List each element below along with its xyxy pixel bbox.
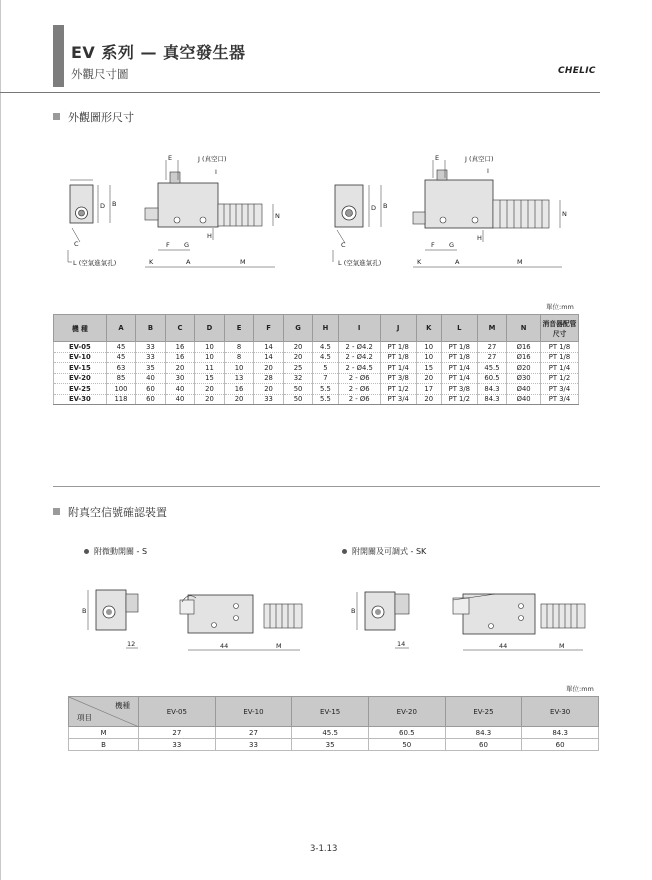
switch-header: EV-30 [522,697,599,727]
row-label: M [69,727,139,739]
table-cell: PT 1/8 [380,342,416,353]
label-l-2: L (空氣進氣孔) [338,259,382,267]
spec-header: I [338,315,380,342]
label-e: E [168,154,173,162]
switch-header: EV-05 [139,697,216,727]
label-j: J (真空口) [198,155,227,163]
table-cell: 28 [254,373,284,384]
table-cell: Ø16 [507,352,541,363]
table-row [54,363,579,374]
label-c-2: C [341,241,346,249]
table-cell: 17 [416,384,441,395]
model-cell: EV-10 [54,352,107,363]
switch-table [68,696,599,751]
table-cell: 33 [136,342,166,353]
table-cell: 35 [136,363,166,374]
switch-table-corner [69,697,139,727]
dim-44-sk: 44 [499,642,508,650]
table-cell: 33 [136,352,166,363]
label-d-2: D [371,204,377,212]
model-cell: EV-15 [54,363,107,374]
table-cell: 16 [165,342,195,353]
label-h-2: H [477,234,482,242]
table-cell: 33 [254,394,284,405]
table-cell: 40 [165,394,195,405]
table-cell: 8 [224,342,254,353]
table-cell: 20 [416,373,441,384]
spec-header: N [507,315,541,342]
table-cell: 7 [313,373,338,384]
table-cell: 14 [254,352,284,363]
label-l: L (空氣進氣孔) [73,259,117,267]
table-cell: 45.5 [292,727,369,739]
header-accent-bar [53,25,64,87]
label-g-2: G [449,241,455,249]
page-title: EV 系列 — 真空發生器 [71,43,246,62]
label-c: C [74,240,79,248]
table-cell: 2 - Ø6 [338,373,380,384]
label-b-s: B [82,607,87,615]
label-b-2: B [383,202,388,210]
table-cell: 20 [195,394,225,405]
label-m: M [240,258,246,266]
label-e-2: E [435,154,440,162]
table-cell: 2 - Ø6 [338,384,380,395]
table-cell: 118 [106,394,136,405]
option-s-label: 附微動開關 - S [84,546,147,557]
table-cell: 60 [445,739,522,751]
model-cell: EV-30 [54,394,107,405]
page-subtitle: 外觀尺寸圖 [71,67,129,81]
bullet-icon [342,549,347,554]
row-label: B [69,739,139,751]
table-cell: 50 [368,739,445,751]
table-row [54,373,579,384]
label-n: N [275,212,280,220]
table-cell: 27 [139,727,216,739]
option-sk-label: 附開關及可調式 - SK [342,546,426,557]
spec-header: A [106,315,136,342]
corner-label-item: 項目 [77,713,92,722]
table-cell: 100 [106,384,136,395]
table-cell: 13 [224,373,254,384]
table-cell: 60.5 [368,727,445,739]
table-cell: PT 3/4 [540,384,578,395]
table-cell: 50 [283,384,313,395]
switch-header: EV-10 [215,697,292,727]
table-cell: 60 [522,739,599,751]
label-k-2: K [417,258,422,266]
spec-header: H [313,315,338,342]
switch-drawing-sk [345,580,600,655]
label-j-2: J (真空口) [465,155,494,163]
label-a: A [186,258,191,266]
table-cell: 4.5 [313,342,338,353]
model-cell: EV-20 [54,373,107,384]
model-cell: EV-25 [54,384,107,395]
table-cell: 25 [283,363,313,374]
table-cell: 10 [416,352,441,363]
table-row [69,727,599,739]
label-f-2: F [431,241,435,249]
table-cell: PT 1/8 [540,352,578,363]
table-cell: PT 3/4 [540,394,578,405]
table-cell: PT 1/2 [441,394,477,405]
table-cell: 60 [136,384,166,395]
table-cell: 20 [283,342,313,353]
label-n-2: N [562,210,567,218]
dim-12: 12 [127,640,136,648]
switch-table-header-row [69,697,599,727]
switch-drawing-s [78,580,318,655]
table-cell: 5.5 [313,384,338,395]
dim-14: 14 [397,640,406,648]
spec-header: G [283,315,313,342]
corner-label-model: 機種 [115,701,130,710]
label-f: F [166,241,170,249]
table-cell: PT 1/4 [441,363,477,374]
table-cell: 85 [106,373,136,384]
table-cell: 20 [254,384,284,395]
switch-header: EV-20 [368,697,445,727]
label-k: K [149,258,154,266]
table-row [54,394,579,405]
spec-header: J [380,315,416,342]
section-divider [53,486,600,487]
table-cell: 50 [283,394,313,405]
spec-header: B [136,315,166,342]
section-marker [53,508,60,515]
table-cell: 45 [106,342,136,353]
table-cell: 27 [477,342,507,353]
table-cell: 4.5 [313,352,338,363]
table-cell: 40 [165,384,195,395]
table-cell: 2 - Ø4.2 [338,352,380,363]
section-title-signal-device: 附真空信號確認裝置 [68,506,167,519]
label-g: G [184,241,190,249]
spec-table-unit: 單位:mm [546,303,574,311]
table-cell: 84.3 [445,727,522,739]
spec-header: 消音器配管尺寸 [540,315,578,342]
table-cell: 15 [195,373,225,384]
table-cell: 84.3 [477,384,507,395]
table-cell: PT 1/8 [540,342,578,353]
table-cell: 14 [254,342,284,353]
section-marker [53,113,60,120]
label-i: I [215,168,217,176]
table-cell: 20 [195,384,225,395]
dim-m-s: M [276,642,282,650]
table-cell: 32 [283,373,313,384]
dim-44-s: 44 [220,642,229,650]
spec-header: M [477,315,507,342]
table-cell: PT 1/8 [380,352,416,363]
table-cell: 15 [416,363,441,374]
spec-header: F [254,315,284,342]
model-cell: EV-05 [54,342,107,353]
table-row [54,384,579,395]
table-cell: 84.3 [522,727,599,739]
table-cell: 2 - Ø4.2 [338,342,380,353]
spec-header: L [441,315,477,342]
table-cell: 11 [195,363,225,374]
table-cell: 30 [165,373,195,384]
table-cell: 10 [195,352,225,363]
table-cell: PT 1/4 [441,373,477,384]
spec-header: D [195,315,225,342]
spec-header: E [224,315,254,342]
table-cell: 20 [165,363,195,374]
table-cell: 60 [136,394,166,405]
dimension-drawing-large [325,150,585,275]
switch-header: EV-25 [445,697,522,727]
table-row [54,342,579,353]
switch-header: EV-15 [292,697,369,727]
table-cell: 2 - Ø6 [338,394,380,405]
table-row [69,739,599,751]
label-b: B [112,200,117,208]
switch-table-unit: 單位:mm [566,685,594,693]
table-cell: PT 1/4 [380,363,416,374]
header-divider [0,92,600,93]
table-row [54,352,579,363]
table-cell: 20 [283,352,313,363]
spec-header: K [416,315,441,342]
table-cell: 45.5 [477,363,507,374]
table-cell: PT 3/4 [380,394,416,405]
table-cell: 10 [195,342,225,353]
spec-header: 機 種 [54,315,107,342]
table-cell: Ø40 [507,394,541,405]
table-cell: Ø20 [507,363,541,374]
table-cell: 84.3 [477,394,507,405]
table-cell: 33 [215,739,292,751]
table-cell: 27 [477,352,507,363]
table-cell: 20 [224,394,254,405]
table-cell: 35 [292,739,369,751]
table-cell: PT 1/2 [540,373,578,384]
table-cell: 10 [416,342,441,353]
table-cell: 27 [215,727,292,739]
label-m-2: M [517,258,523,266]
table-cell: 60.5 [477,373,507,384]
dimension-drawing-small [60,150,290,275]
table-cell: 16 [165,352,195,363]
table-cell: Ø16 [507,342,541,353]
table-cell: Ø40 [507,384,541,395]
label-h: H [207,232,212,240]
table-cell: 8 [224,352,254,363]
table-cell: PT 3/8 [441,384,477,395]
dim-m-sk: M [559,642,565,650]
spec-table [53,314,579,405]
spec-table-header-row [54,315,579,342]
table-cell: 10 [224,363,254,374]
table-cell: 20 [416,394,441,405]
label-a-2: A [455,258,460,266]
table-cell: 5 [313,363,338,374]
brand-logo: CHELIC [558,66,596,76]
label-i-2: I [487,167,489,175]
table-cell: PT 1/8 [441,352,477,363]
table-cell: 16 [224,384,254,395]
table-cell: 33 [139,739,216,751]
table-cell: PT 3/8 [380,373,416,384]
table-cell: 2 - Ø4.5 [338,363,380,374]
table-cell: Ø30 [507,373,541,384]
page-number: 3-1.13 [310,844,338,854]
section-title-dimensions: 外觀圖形尺寸 [68,111,134,124]
bullet-icon [84,549,89,554]
table-cell: 63 [106,363,136,374]
table-cell: 40 [136,373,166,384]
table-cell: 45 [106,352,136,363]
table-cell: 5.5 [313,394,338,405]
table-cell: PT 1/8 [441,342,477,353]
label-d: D [100,202,106,210]
table-cell: PT 1/2 [380,384,416,395]
label-b-sk: B [351,607,356,615]
table-cell: 20 [254,363,284,374]
spec-header: C [165,315,195,342]
table-cell: PT 1/4 [540,363,578,374]
